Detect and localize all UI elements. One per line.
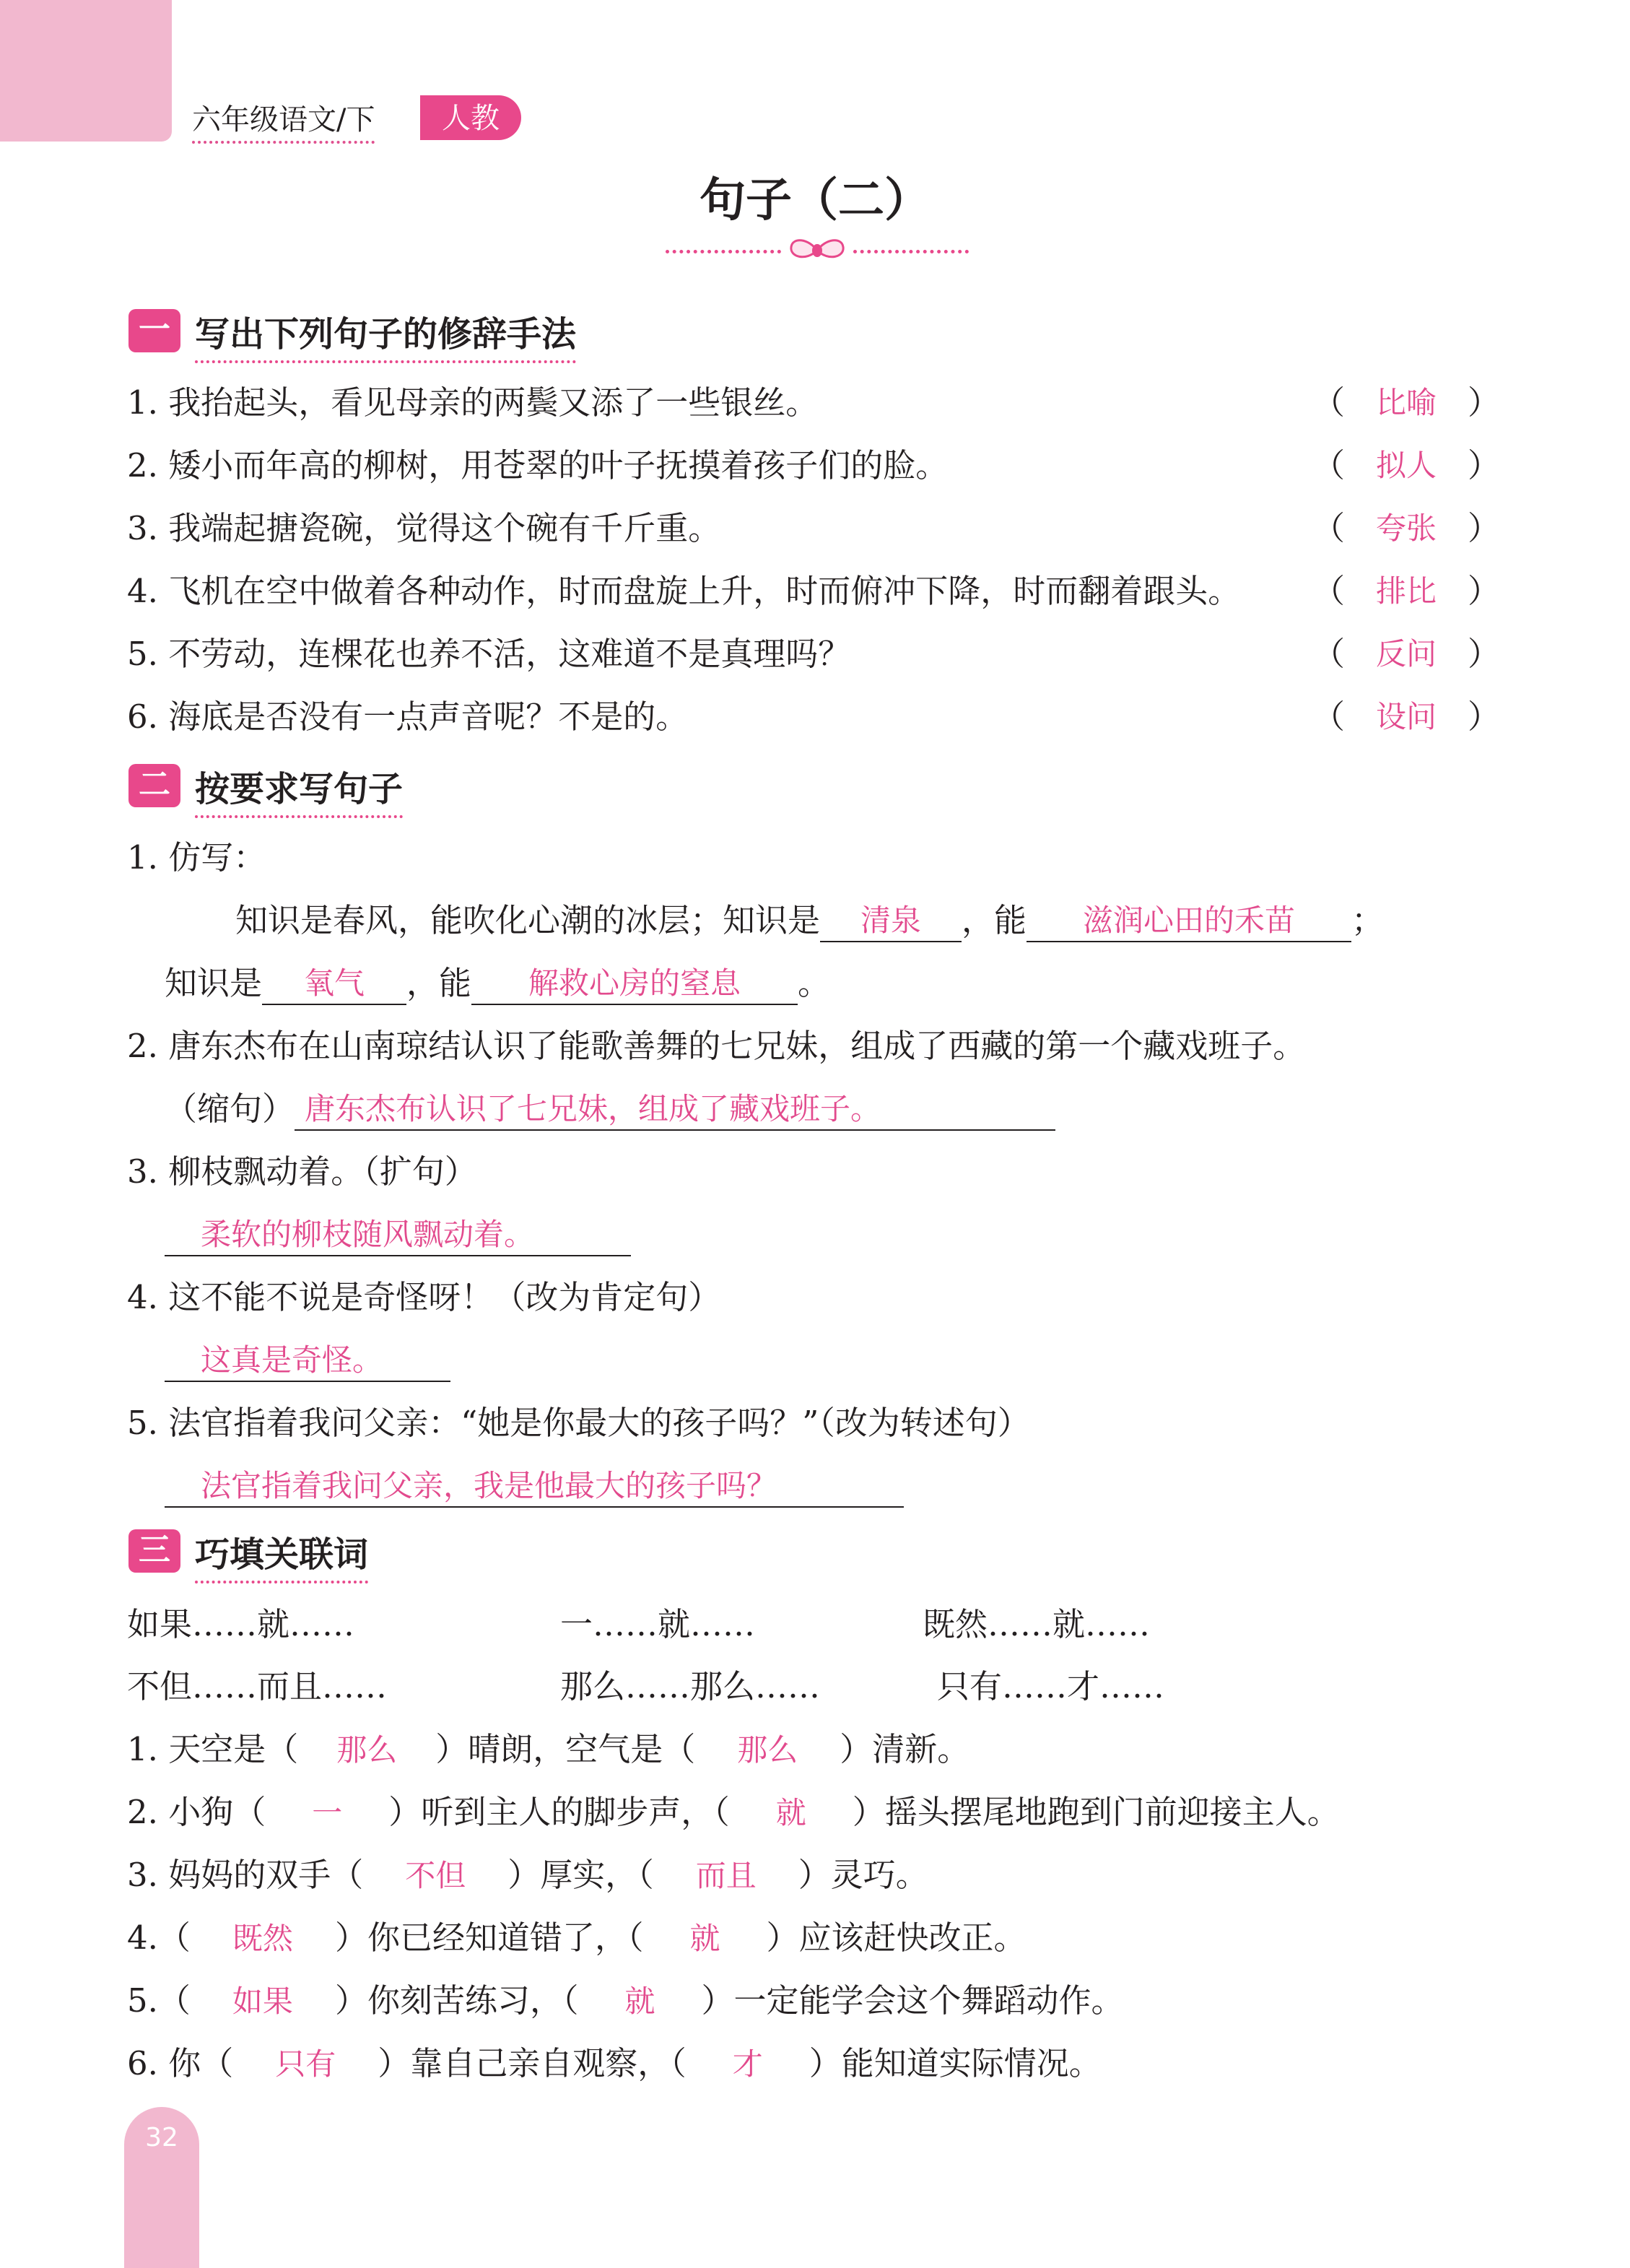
s2-q1-answer-1: 清泉 — [860, 903, 922, 938]
corner-tab — [0, 0, 172, 142]
title-decoration — [666, 233, 969, 269]
page-number: 32 — [145, 2123, 178, 2152]
s3-answer-3b: 而且 — [695, 1858, 757, 1893]
s2-q2-text: 2. 唐东杰布在山南琼结认识了能歌善舞的七兄妹，组成了西藏的第一个藏戏班子。 — [127, 1027, 1306, 1065]
s2-q1-line1: 知识是春风，能吹化心潮的冰层；知识是 清泉 ，能 滋润心田的禾苗 ； — [235, 899, 1384, 942]
s2-q5-text: 5. 法官指着我问父亲：“她是你最大的孩子吗？”（改为转述句） — [127, 1404, 1030, 1442]
section-1-title: 写出下列句子的修辞手法 — [195, 306, 576, 363]
s3-item-3: 3. 妈妈的双手（ 不但 ）厚实，（ 而且 ）灵巧。 — [127, 1856, 928, 1894]
s1-item-1: 1. 我抬起头，看见母亲的两鬓又添了一些银丝。 — [127, 383, 819, 422]
s2-q3-answer-line — [165, 1213, 631, 1256]
s1-item-2: 2. 矮小而年高的柳树，用苍翠的叶子抚摸着孩子们的脸。 — [127, 446, 949, 485]
s1-item-4: 4. 飞机在空中做着各种动作，时而盘旋上升，时而俯冲下降，时而翻着跟头。 — [127, 572, 1241, 610]
section-1-badge: 一 — [128, 309, 180, 352]
edition-badge: 人教 — [420, 95, 521, 140]
s3-item-4: 4.（ 既然 ）你已经知道错了，（ 就 ）应该赶快改正。 — [127, 1919, 1027, 1957]
s1-item-3: 3. 我端起搪瓷碗，觉得这个碗有千斤重。 — [127, 509, 721, 547]
s2-q5-answer-line — [165, 1464, 904, 1508]
s3-answer-3a: 不但 — [405, 1858, 466, 1893]
s3-answer-2b: 就 — [775, 1795, 806, 1830]
grade-label: 六年级语文/下 — [192, 97, 375, 144]
s3-item-5: 5.（ 如果 ）你刻苦练习，（ 就 ）一定能学会这个舞蹈动作。 — [127, 1981, 1124, 2020]
s2-q4-answer: 这真是奇怪。 — [201, 1342, 383, 1378]
s2-q2-answer: 唐东杰布认识了七兄妹，组成了藏戏班子。 — [305, 1091, 881, 1126]
s2-q4-answer-line — [165, 1339, 450, 1382]
page-title: 句子（二） — [699, 174, 931, 227]
s3-item-2: 2. 小狗（ 一 ）听到主人的脚步声，（ 就 ）摇头摆尾地跑到门前迎接主人。 — [127, 1793, 1340, 1831]
s3-option-3: 既然……就…… — [923, 1605, 1151, 1643]
s3-option-4: 不但……而且…… — [127, 1667, 388, 1706]
s3-answer-1a: 那么 — [336, 1732, 398, 1768]
s3-answer-4b: 就 — [689, 1921, 720, 1956]
s2-q1-answer-3: 氧气 — [304, 965, 365, 1001]
s1-item-5: 5. 不劳动，连棵花也养不活，这难道不是真理吗？ — [127, 635, 851, 673]
s3-option-6: 只有……才…… — [937, 1667, 1165, 1706]
s3-option-5: 那么……那么…… — [560, 1667, 821, 1706]
s2-q1-label: 1. 仿写： — [127, 838, 266, 877]
s2-q1-line2: 知识是 氧气 ，能 解救心房的窒息 。 — [165, 962, 830, 1005]
s3-answer-6a: 只有 — [275, 2046, 336, 2082]
s2-q3-answer: 柔软的柳枝随风飘动着。 — [201, 1217, 535, 1252]
s2-q2-answer-line: （缩句） 唐东杰布认识了七兄妹，组成了藏戏班子。 — [165, 1087, 1055, 1131]
section-2-title: 按要求写句子 — [195, 761, 403, 818]
s3-answer-6b: 才 — [732, 2046, 763, 2082]
s3-answer-1b: 那么 — [737, 1732, 798, 1768]
s3-option-2: 一……就…… — [560, 1605, 756, 1643]
section-3-title: 巧填关联词 — [195, 1526, 368, 1583]
s2-q3-text: 3. 柳枝飘动着。（扩句） — [127, 1152, 477, 1191]
s3-option-1: 如果……就…… — [127, 1605, 355, 1643]
s2-q5-answer: 法官指着我问父亲，我是他最大的孩子吗？ — [201, 1468, 777, 1503]
s2-q1-answer-2: 滋润心田的禾苗 — [1083, 903, 1296, 938]
s3-answer-2a: 一 — [312, 1795, 343, 1830]
s1-item-6: 6. 海底是否没有一点声音呢？不是的。 — [127, 698, 689, 736]
s3-item-6: 6. 你（ 只有 ）靠自己亲自观察，（ 才 ）能知道实际情况。 — [127, 2044, 1102, 2082]
section-3-badge: 三 — [128, 1529, 180, 1573]
s2-q1-answer-4: 解救心房的窒息 — [528, 965, 741, 1001]
s3-answer-4a: 既然 — [232, 1921, 293, 1956]
section-2-badge: 二 — [128, 764, 180, 807]
s3-answer-5b: 就 — [624, 1984, 655, 2019]
s3-item-1: 1. 天空是（ 那么 ）晴朗，空气是（ 那么 ）清新。 — [127, 1730, 970, 1768]
s2-q4-text: 4. 这不能不说是奇怪呀！（改为肯定句） — [127, 1278, 721, 1316]
bow-icon — [788, 234, 846, 267]
s3-answer-5a: 如果 — [232, 1984, 293, 2019]
